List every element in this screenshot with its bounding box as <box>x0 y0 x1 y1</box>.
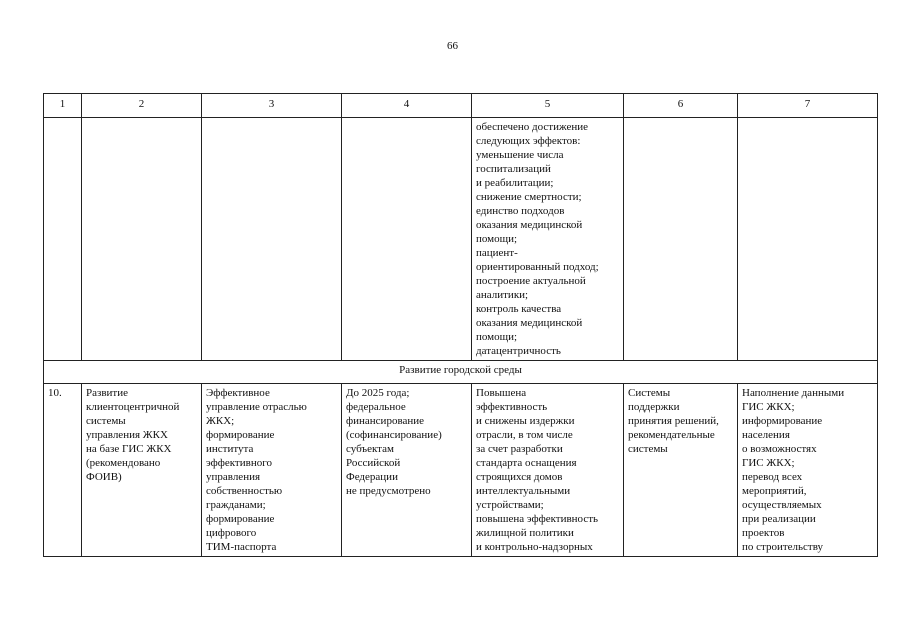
text-line: Повышена <box>476 387 527 399</box>
text-line: поддержки <box>628 401 680 413</box>
text-line: при реализации <box>742 513 816 525</box>
text-line: уменьшение числа <box>476 149 564 161</box>
text-line: и контрольно-надзорных <box>476 541 593 553</box>
text-line: эффективного <box>206 457 272 469</box>
text-line: федеральное <box>346 401 406 413</box>
text-line: ТИМ-паспорта <box>206 541 277 553</box>
text-line: ФОИВ) <box>86 471 122 483</box>
text-line: оказания медицинской <box>476 317 583 329</box>
row-10-measures <box>738 384 878 557</box>
header-cell-2: 2 <box>82 94 202 118</box>
header-cell-4: 4 <box>342 94 472 118</box>
header-cell-6: 6 <box>624 94 738 118</box>
text-line: управления ЖКХ <box>86 429 168 441</box>
text-line: Системы <box>628 387 671 399</box>
text-line: информирование <box>742 415 823 427</box>
text-line: устройствами; <box>476 499 544 511</box>
text-line: и снижены издержки <box>476 415 575 427</box>
row-10-effects <box>472 384 624 557</box>
text-line: оказания медицинской <box>476 219 583 231</box>
text-line: повышена эффективность <box>476 513 599 525</box>
cont-cell-2 <box>82 118 202 361</box>
row-number: 10. <box>44 384 82 557</box>
text-line: ГИС ЖКХ; <box>742 457 795 469</box>
text-line: (софинансирование) <box>346 429 442 441</box>
text-line: клиентоцентричной <box>86 401 180 413</box>
header-row <box>44 94 878 118</box>
text-line: помощи; <box>476 233 518 245</box>
text-line: стандарта оснащения <box>476 457 577 469</box>
text-line: снижение смертности; <box>476 191 582 203</box>
text-line: управления <box>206 471 261 483</box>
cont-cell-5-effects <box>472 118 624 361</box>
text-line: за счет разработки <box>476 443 563 455</box>
text-line: пациент- <box>476 247 518 259</box>
text-line: гражданами; <box>206 499 266 511</box>
text-line: формирование <box>206 429 275 441</box>
text-line: формирование <box>206 513 275 525</box>
text-line: построение актуальной <box>476 275 586 287</box>
text-line: управление отраслью <box>206 401 307 413</box>
text-line: обеспечено достижение <box>476 121 588 133</box>
text-line: госпитализаций <box>476 163 551 175</box>
text-line: единство подходов <box>476 205 565 217</box>
text-line: интеллектуальными <box>476 485 571 497</box>
cont-cell-4 <box>342 118 472 361</box>
text-line: перевод всех <box>742 471 803 483</box>
text-line: датацентричность <box>476 345 561 357</box>
header-cell-3: 3 <box>202 94 342 118</box>
header-cell-5: 5 <box>472 94 624 118</box>
cont-cell-1 <box>44 118 82 361</box>
text-line: Российской <box>346 457 401 469</box>
text-line: отрасли, в том числе <box>476 429 573 441</box>
text-line: ориентированный подход; <box>476 261 599 273</box>
text-line: жилищной политики <box>476 527 574 539</box>
continuation-row <box>44 118 878 361</box>
cont-cell-3 <box>202 118 342 361</box>
text-line: осуществляемых <box>742 499 822 511</box>
text-line: населения <box>742 429 790 441</box>
cont-cell-6 <box>624 118 738 361</box>
text-line: субъектам <box>346 443 394 455</box>
text-line: До 2025 года; <box>346 387 410 399</box>
text-line: (рекомендовано <box>86 457 161 469</box>
text-line: финансирование <box>346 415 425 427</box>
text-line: эффективность <box>476 401 548 413</box>
text-line: Развитие <box>86 387 129 399</box>
text-line: строящихся домов <box>476 471 563 483</box>
text-line: ЖКХ; <box>206 415 235 427</box>
section-row <box>44 361 878 384</box>
text-line: системы <box>86 415 126 427</box>
text-line: следующих эффектов: <box>476 135 581 147</box>
row-10-technologies <box>624 384 738 557</box>
section-title: Развитие городской среды <box>44 361 878 384</box>
text-line: и реабилитации; <box>476 177 554 189</box>
text-line: цифрового <box>206 527 257 539</box>
text-line: Федерации <box>346 471 398 483</box>
text-line: не предусмотрено <box>346 485 431 497</box>
table-row-10 <box>44 384 878 557</box>
text-line: института <box>206 443 254 455</box>
text-line: ГИС ЖКХ; <box>742 401 795 413</box>
row-10-timing-funding <box>342 384 472 557</box>
program-table <box>43 93 878 557</box>
cont-cell-7 <box>738 118 878 361</box>
text-line: о возможностях <box>742 443 817 455</box>
text-line: аналитики; <box>476 289 529 301</box>
text-line: Эффективное <box>206 387 270 399</box>
text-line: мероприятий, <box>742 485 807 497</box>
text-line: собственностью <box>206 485 283 497</box>
text-line: на базе ГИС ЖКХ <box>86 443 172 455</box>
row-10-direction <box>82 384 202 557</box>
row-10-goals <box>202 384 342 557</box>
text-line: принятия решений, <box>628 415 719 427</box>
text-line: Наполнение данными <box>742 387 845 399</box>
text-line: контроль качества <box>476 303 562 315</box>
text-line: помощи; <box>476 331 518 343</box>
header-cell-1: 1 <box>44 94 82 118</box>
text-line: проектов <box>742 527 785 539</box>
text-line: рекомендательные <box>628 429 715 441</box>
header-cell-7: 7 <box>738 94 878 118</box>
text-line: системы <box>628 443 668 455</box>
text-line: по строительству <box>742 541 824 553</box>
page-number: 66 <box>447 40 458 52</box>
